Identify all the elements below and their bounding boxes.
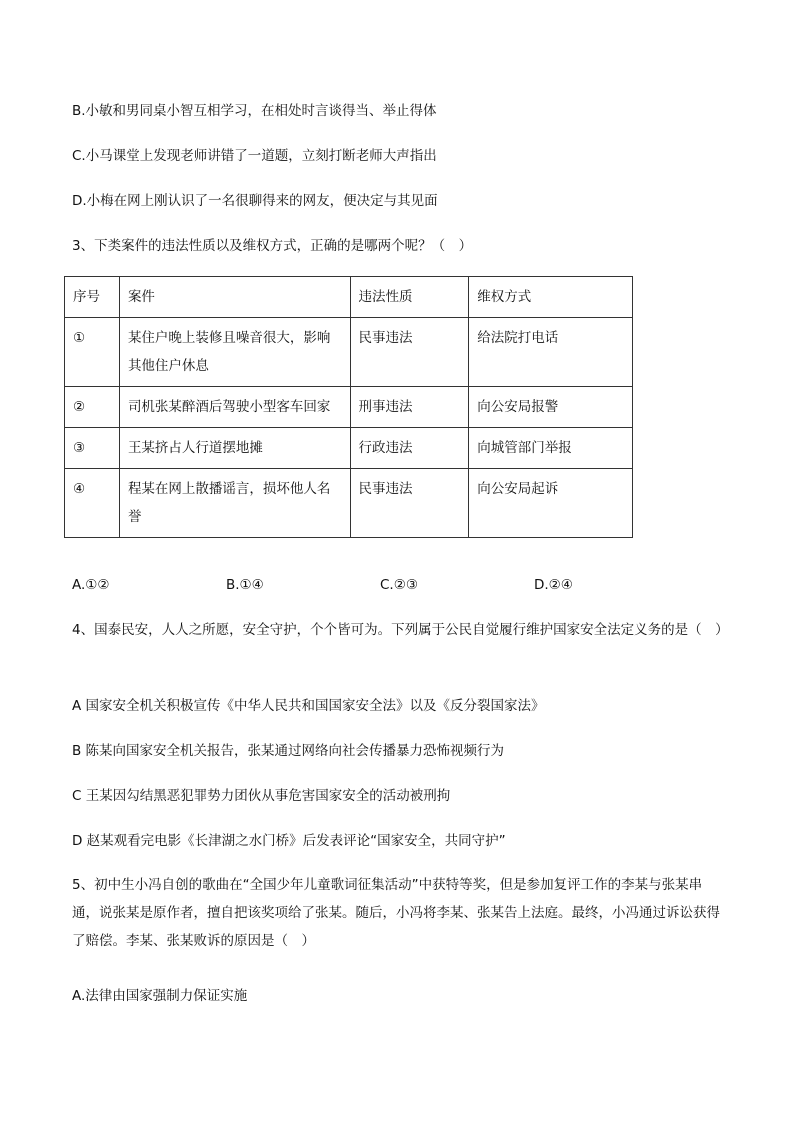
row-case: 程某在网上散播谣言，损坏他人名誉	[119, 469, 350, 538]
table-row	[65, 318, 633, 387]
header-method: 维权方式	[469, 277, 633, 318]
q4-option-d: D 赵某观看完电影《长津湖之水门桥》后发表评论“国家安全，共同守护”	[72, 833, 506, 849]
row-index: ③	[65, 428, 120, 469]
row-index: ②	[65, 387, 120, 428]
row-nature: 行政违法	[350, 428, 469, 469]
table-row	[65, 469, 633, 538]
row-case: 司机张某醉酒后驾驶小型客车回家	[119, 387, 350, 428]
table-header-row	[65, 277, 633, 318]
row-nature: 刑事违法	[350, 387, 469, 428]
row-method: 给法院打电话	[469, 318, 633, 387]
row-index: ①	[65, 318, 120, 387]
row-index: ④	[65, 469, 120, 538]
q4-option-c: C 王某因勾结黑恶犯罪势力团伙从事危害国家安全的活动被刑拘	[72, 788, 451, 804]
row-method: 向城管部门举报	[469, 428, 633, 469]
row-case: 某住户晚上装修且噪音很大，影响其他住户休息	[119, 318, 350, 387]
q3-option-b: B.①④	[226, 577, 264, 593]
q3-option-a: A.①②	[72, 577, 110, 593]
table-row	[65, 428, 633, 469]
q4-option-b: B 陈某向国家安全机关报告，张某通过网络向社会传播暴力恐怖视频行为	[72, 743, 505, 759]
table-row	[65, 387, 633, 428]
q4-stem: 4、国泰民安，人人之所愿，安全守护，个个皆可为。下列属于公民自觉履行维护国家安全法定义务的是（ ）	[72, 622, 729, 638]
row-nature: 民事违法	[350, 469, 469, 538]
row-nature: 民事违法	[350, 318, 469, 387]
header-nature: 违法性质	[350, 277, 469, 318]
q2-option-b: B.小敏和男同桌小智互相学习，在相处时言谈得当、举止得体	[72, 103, 437, 119]
q3-option-c: C.②③	[380, 577, 418, 593]
q5-stem: 5、初中生小冯自创的歌曲在“全国少年儿童歌词征集活动”中获特等奖，但是参加复评工作的李某与张某串通，说张某是原作者，擅自把该奖项给了张某。随后，小冯将李某、张某告上法庭。最终，小冯通过诉讼获得了赔偿。李某、张某败诉的原因是（ ）	[72, 877, 720, 949]
row-case: 王某挤占人行道摆地摊	[119, 428, 350, 469]
q5-option-a: A.法律由国家强制力保证实施	[72, 988, 248, 1004]
q2-option-c: C.小马课堂上发现老师讲错了一道题，立刻打断老师大声指出	[72, 148, 437, 164]
q3-option-d: D.②④	[534, 577, 573, 593]
row-method: 向公安局起诉	[469, 469, 633, 538]
case-table	[64, 276, 633, 538]
q2-option-d: D.小梅在网上刚认识了一名很聊得来的网友，便决定与其见面	[72, 193, 438, 209]
header-index: 序号	[65, 277, 120, 318]
header-case: 案件	[119, 277, 350, 318]
q4-option-a: A 国家安全机关积极宣传《中华人民共和国国家安全法》以及《反分裂国家法》	[72, 698, 545, 714]
q3-stem: 3、下类案件的违法性质以及维权方式，正确的是哪两个呢？（ ）	[72, 238, 473, 254]
row-method: 向公安局报警	[469, 387, 633, 428]
